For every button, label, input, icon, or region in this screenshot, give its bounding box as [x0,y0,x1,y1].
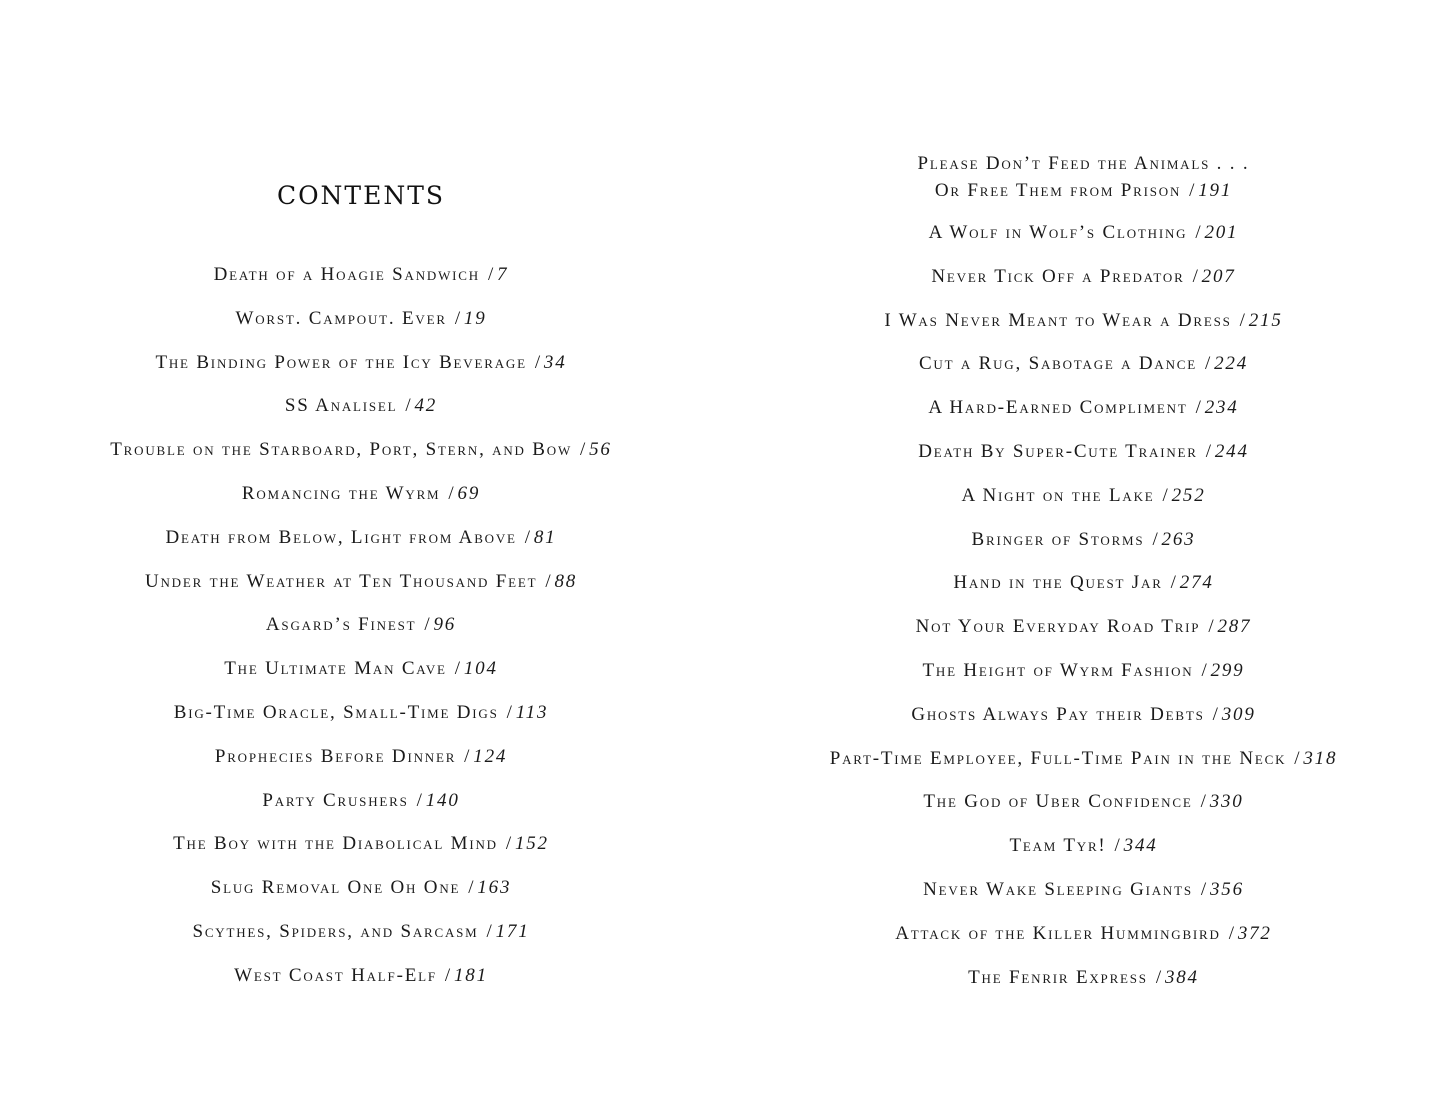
toc-entry-separator: / [1192,265,1200,287]
toc-entry-title: Never Tick Off a Predator [931,265,1185,287]
toc-entry-separator: / [1201,659,1209,681]
toc-entry [722,570,1445,614]
toc-entry [722,264,1445,308]
toc-entry-separator: / [405,395,413,417]
toc-entry [0,963,722,1007]
toc-entry-separator: / [1205,440,1213,462]
toc-entry-separator: / [580,439,588,461]
toc-entry-separator: / [1208,616,1216,638]
toc-entry [0,525,722,569]
toc-entry [722,308,1445,352]
toc-entry-title: Big-Time Oracle, Small-Time Digs [173,701,499,723]
toc-entry-title: West Coast Half-Elf [234,964,437,986]
toc-entry-page: 201 [1204,222,1239,243]
toc-entry-page: 244 [1214,440,1249,462]
toc-entry-page: 113 [515,701,549,723]
toc-entry-title: Death of a Hoagie Sandwich [213,264,480,285]
toc-entry-page: 384 [1164,966,1199,988]
toc-entry-title: The Ultimate Man Cave [224,658,447,680]
left-page [0,0,722,1117]
toc-entry-title: Hand in the Quest Jar [953,572,1163,594]
toc-entry-separator: / [1205,353,1213,375]
toc-entry-page: 124 [473,745,508,767]
toc-entry-page: 234 [1204,397,1239,419]
toc-entry-separator: / [424,614,432,636]
toc-entry-title: Please Don’t Feed the Animals . . . [917,153,1250,174]
toc-entry-separator: / [1189,180,1197,201]
toc-entry [722,439,1445,483]
toc-entry-title: A Night on the Lake [961,484,1155,506]
toc-entry [722,702,1445,746]
toc-entry-title: Worst. Campout. Ever [235,307,447,329]
toc-entry [0,569,722,613]
toc-entry-page: 56 [589,439,612,461]
toc-entry-title: Prophecies Before Dinner [214,745,457,767]
toc-entry-separator: / [1162,484,1170,506]
toc-entry-title: Under the Weather at Ten Thousand Feet [144,570,538,592]
toc-entry-title: Attack of the Killer Hummingbird [895,922,1221,944]
toc-entry [722,483,1445,527]
toc-entry-title: The God of Uber Confidence [923,791,1193,813]
toc-entry-title: Bringer of Storms [971,528,1145,550]
toc-entry-title: Death By Super-Cute Trainer [918,440,1198,462]
toc-entry-page: 318 [1303,747,1338,769]
toc-entry-separator: / [468,877,476,899]
toc-entry-title: The Boy with the Diabolical Mind [173,833,498,855]
toc-entry-title: I Was Never Meant to Wear a Dress [884,309,1232,331]
toc-entry [0,656,722,700]
toc-entry-page: 171 [495,920,530,942]
toc-entry-page: 372 [1237,922,1272,944]
toc-entry-separator: / [454,307,462,329]
contents-heading: contents [276,172,446,214]
toc-entry [0,262,722,306]
toc-entry-title: Never Wake Sleeping Giants [923,878,1193,900]
toc-entry-page: 69 [457,482,481,504]
toc-entry-separator: / [1170,572,1178,594]
toc-entry-separator: / [534,351,542,373]
toc-entry-separator: / [1195,222,1203,243]
toc-entry-title: Team Tyr! [1009,835,1107,857]
toc-entry [722,789,1445,833]
toc-entry [722,746,1445,790]
toc-entry-separator: / [1114,835,1122,857]
toc-entry-page: 7 [497,264,509,285]
toc-entry-page: 152 [514,833,549,855]
toc-entry-page: 309 [1221,703,1256,725]
toc-entry-title: Asgard’s Finest [265,614,417,636]
toc-entry-separator: / [1195,397,1203,419]
toc-entry [0,788,722,832]
toc-entry [722,150,1445,204]
toc-entry-page: 344 [1123,835,1158,857]
toc-entry-title: The Binding Power of the Icy Beverage [155,351,527,373]
toc-entry-separator: / [1228,922,1236,944]
toc-entry [0,831,722,875]
toc-entry-title: A Wolf in Wolf’s Clothing [928,222,1188,243]
toc-entry [722,614,1445,658]
toc-entry-separator: / [506,701,514,723]
toc-entry [722,877,1445,921]
toc-entry [0,700,722,744]
toc-entry-separator: / [464,745,472,767]
right-page [722,0,1445,1117]
toc-entry [0,350,722,394]
toc-entry [722,351,1445,395]
toc-entry-page: 104 [463,658,498,680]
toc-entry [722,395,1445,439]
toc-entry-title: Party Crushers [262,789,409,811]
toc-entry-separator: / [545,570,553,592]
toc-entry-separator: / [1152,528,1160,550]
toc-entry-separator: / [444,964,452,986]
toc-entry-separator: / [454,658,462,680]
toc-entry-title: The Height of Wyrm Fashion [922,659,1194,681]
toc-entry [722,658,1445,702]
toc-entry-separator: / [448,482,456,504]
toc-entry-separator: / [1212,703,1220,725]
toc-entry-separator: / [486,920,494,942]
toc-entry [0,437,722,481]
toc-list-right [722,220,1445,1008]
toc-entry-separator: / [1200,791,1208,813]
toc-entry-separator: / [1239,309,1247,331]
toc-entry [0,481,722,525]
toc-entry-title: Part-Time Employee, Full-Time Pain in the Neck [829,747,1287,769]
toc-entry-title: Death from Below, Light from Above [165,526,517,548]
toc-entry-page: 274 [1179,572,1214,594]
toc-entry-page: 81 [533,526,557,548]
toc-entry-page: 263 [1161,528,1196,550]
toc-entry-title: Not Your Everyday Road Trip [915,616,1201,638]
toc-entry-page: 252 [1171,484,1206,506]
toc-entry [722,965,1445,1009]
toc-entry [0,744,722,788]
toc-entry-title: Or Free Them from Prison [934,180,1182,201]
toc-entry-title: Slug Removal One Oh One [210,877,461,899]
toc-entry [0,612,722,656]
toc-entry [722,833,1445,877]
toc-entry [722,921,1445,965]
toc-entry-title: Ghosts Always Pay their Debts [911,703,1205,725]
toc-entry-page: 42 [414,395,438,417]
toc-entry-page: 330 [1209,791,1244,813]
toc-entry-page: 140 [425,789,460,811]
toc-entry-page: 207 [1201,265,1236,287]
toc-entry-separator: / [524,526,532,548]
toc-entry-page: 19 [463,307,487,329]
toc-entry-title: SS Analisel [284,395,398,417]
toc-entry-page: 96 [433,614,457,636]
toc-entry-page: 181 [453,964,488,986]
toc-entry-page: 163 [477,877,512,899]
toc-entry [0,919,722,963]
toc-entry-separator: / [1155,966,1163,988]
toc-entry-separator: / [1200,878,1208,900]
toc-entry-page: 356 [1209,878,1244,900]
toc-entry-page: 34 [543,351,567,373]
toc-entry-title: The Fenrir Express [968,966,1148,988]
toc-entry-title: Romancing the Wyrm [241,482,441,504]
toc-entry-separator: / [487,264,496,285]
toc-entry [0,306,722,350]
toc-entry-separator: / [505,833,513,855]
toc-entry-page: 88 [554,570,578,592]
toc-entry [0,875,722,919]
toc-entry-page: 215 [1248,309,1283,331]
toc-entry-title: Cut a Rug, Sabotage a Dance [918,353,1198,375]
toc-entry-title: A Hard-Earned Compliment [928,397,1188,419]
toc-entry [722,220,1445,264]
toc-entry [0,393,722,437]
toc-entry-page: 287 [1217,616,1252,638]
toc-entry-title: Scythes, Spiders, and Sarcasm [192,920,479,942]
toc-entry-page: 191 [1198,180,1233,201]
toc-entry-page: 299 [1210,659,1245,681]
toc-list-left [0,262,722,1007]
toc-entry-title: Trouble on the Starboard, Port, Stern, and Bow [110,439,573,461]
toc-entry-page: 224 [1214,353,1249,375]
toc-entry-separator: / [416,789,424,811]
toc-entry [722,527,1445,571]
toc-entry-separator: / [1294,747,1302,769]
